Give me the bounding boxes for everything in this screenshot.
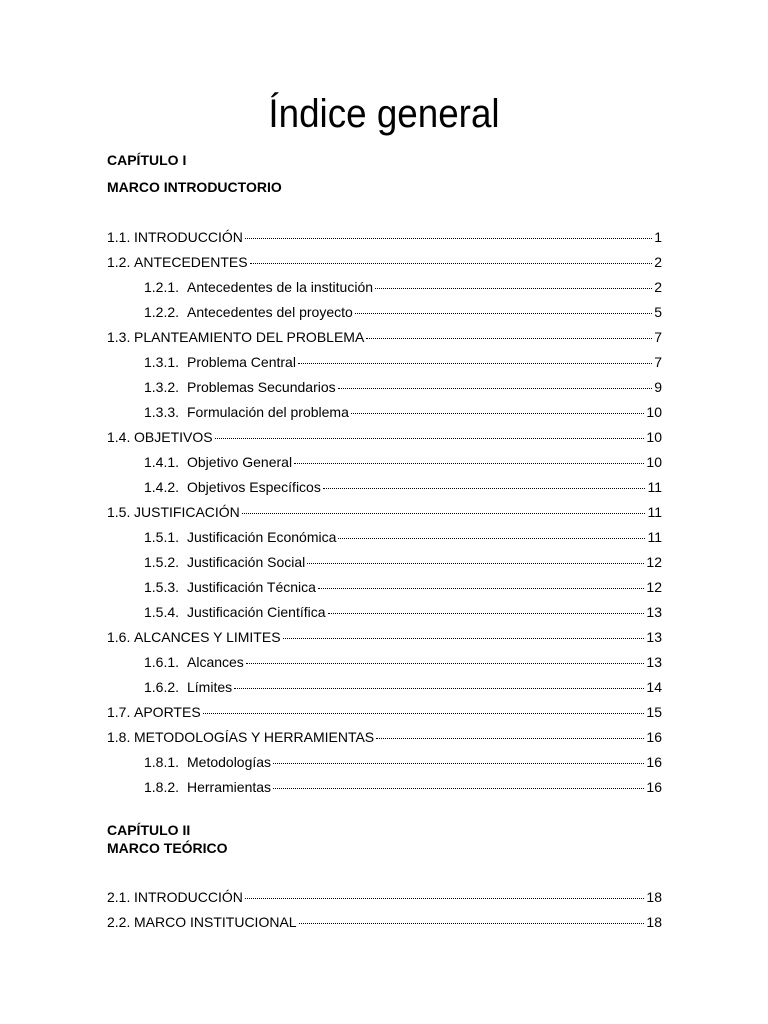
toc-entry-number: 1.4. [107, 429, 131, 445]
toc-entry[interactable] [107, 600, 662, 625]
toc-entry-label: JUSTIFICACIÓN [134, 504, 240, 520]
chapter-1-heading: CAPÍTULO I [107, 152, 187, 168]
toc-entry-page: 18 [646, 914, 662, 930]
toc-entry-number: 1.8.2. [144, 779, 180, 795]
toc-entry[interactable] [107, 725, 662, 750]
dot-leader [376, 737, 644, 739]
toc-entry[interactable] [107, 450, 662, 475]
toc-entry-page: 11 [647, 529, 662, 545]
dot-leader [215, 437, 645, 439]
dot-leader [351, 412, 645, 414]
dot-leader [283, 637, 645, 639]
toc-entry-page: 10 [646, 454, 662, 470]
toc-entry-label: ALCANCES Y LIMITES [134, 629, 281, 645]
toc-entry-label: Justificación Científica [187, 604, 326, 620]
dot-leader [323, 487, 646, 489]
toc-entry-number: 1.7. [107, 704, 131, 720]
toc-entry-label: Objetivo General [187, 454, 293, 470]
toc-entry-number: 1.8. [107, 729, 131, 745]
dot-leader [245, 897, 645, 899]
toc-entry-number: 1.2.2. [144, 304, 180, 320]
dot-leader [366, 337, 652, 339]
toc-entry-page: 16 [646, 729, 662, 745]
chapter-2-heading: CAPÍTULO II [107, 822, 191, 838]
toc-entry[interactable] [107, 750, 662, 775]
toc-entry-label: Herramientas [187, 779, 272, 795]
toc-entry[interactable] [107, 225, 662, 250]
toc-entry-number: 1.4.2. [144, 479, 180, 495]
dot-leader [338, 387, 652, 389]
dot-leader [338, 537, 645, 539]
dot-leader [245, 237, 652, 239]
toc-entry-page: 13 [646, 654, 662, 670]
toc-entry-page: 14 [646, 679, 662, 695]
toc-entry-label: Objetivos Específicos [187, 479, 321, 495]
toc-entry-number: 1.2. [107, 254, 131, 270]
toc-entry-label: Justificación Económica [187, 529, 337, 545]
toc-entry-number: 1.3.1. [144, 354, 180, 370]
toc-entry[interactable] [107, 250, 662, 275]
dot-leader [273, 762, 644, 764]
toc-entry-number: 1.5.1. [144, 529, 180, 545]
dot-leader [250, 262, 652, 264]
toc-entry-number: 1.8.1. [144, 754, 180, 770]
toc-entry-label: Formulación del problema [187, 404, 349, 420]
toc-entry-label: MARCO INSTITUCIONAL [134, 914, 297, 930]
toc-entry[interactable] [107, 325, 662, 350]
toc-entry[interactable] [107, 575, 662, 600]
toc-entry-page: 11 [647, 504, 662, 520]
toc-entry-number: 1.5.4. [144, 604, 180, 620]
toc-entry-label: APORTES [134, 704, 201, 720]
toc-entry-page: 16 [646, 754, 662, 770]
toc-entry-label: ANTECEDENTES [134, 254, 248, 270]
dot-leader [203, 712, 645, 714]
toc-entry-number: 1.2.1. [144, 279, 180, 295]
dot-leader [273, 787, 644, 789]
toc-entry-page: 9 [654, 379, 662, 395]
toc-entry-label: Antecedentes de la institución [187, 279, 374, 295]
chapter-2-subheading: MARCO TEÓRICO [107, 840, 228, 856]
toc-entry-number: 1.6.1. [144, 654, 180, 670]
dot-leader [375, 287, 652, 289]
toc-entry-label: Problema Central [187, 354, 296, 370]
toc-entry[interactable] [107, 275, 662, 300]
toc-entry-page: 5 [654, 304, 662, 320]
toc-entry-label: PLANTEAMIENTO DEL PROBLEMA [134, 329, 365, 345]
toc-entry[interactable] [107, 650, 662, 675]
toc-entry[interactable] [107, 700, 662, 725]
toc-entry[interactable] [107, 400, 662, 425]
dot-leader [294, 462, 644, 464]
toc-entry-label: INTRODUCCIÓN [134, 229, 243, 245]
toc-entry[interactable] [107, 775, 662, 800]
toc-entry-page: 12 [646, 579, 662, 595]
toc-chapter-2 [107, 885, 662, 935]
dot-leader [299, 922, 645, 924]
toc-entry-page: 16 [646, 779, 662, 795]
toc-entry-number: 1.6.2. [144, 679, 180, 695]
toc-entry-label: Metodologías [187, 754, 272, 770]
toc-entry-page: 18 [646, 889, 662, 905]
toc-entry-label: Límites [187, 679, 233, 695]
toc-entry-number: 1.3.2. [144, 379, 180, 395]
chapter-1-subheading: MARCO INTRODUCTORIO [107, 179, 282, 195]
toc-entry-page: 2 [654, 279, 662, 295]
toc-entry-number: 1.5. [107, 504, 131, 520]
toc-entry[interactable] [107, 910, 662, 935]
toc-entry-label: INTRODUCCIÓN [134, 889, 243, 905]
toc-entry-number: 2.2. [107, 914, 131, 930]
toc-entry-page: 13 [646, 629, 662, 645]
toc-entry-label: Alcances [187, 654, 244, 670]
toc-entry-number: 1.4.1. [144, 454, 180, 470]
toc-entry-label: Antecedentes del proyecto [187, 304, 353, 320]
toc-entry-page: 1 [654, 229, 662, 245]
toc-entry[interactable] [107, 425, 662, 450]
toc-entry-label: Justificación Técnica [187, 579, 316, 595]
toc-entry-number: 1.3. [107, 329, 131, 345]
toc-entry[interactable] [107, 350, 662, 375]
toc-entry-number: 1.5.2. [144, 554, 180, 570]
toc-entry-number: 1.3.3. [144, 404, 180, 420]
dot-leader [242, 512, 646, 514]
toc-entry-page: 13 [646, 604, 662, 620]
toc-entry-number: 1.6. [107, 629, 131, 645]
toc-entry-number: 1.1. [107, 229, 131, 245]
toc-entry[interactable] [107, 500, 662, 525]
page-title: Índice general [268, 92, 500, 136]
toc-entry[interactable] [107, 625, 662, 650]
dot-leader [298, 362, 652, 364]
toc-entry-number: 2.1. [107, 889, 131, 905]
toc-entry[interactable] [107, 885, 662, 910]
dot-leader [355, 312, 652, 314]
toc-entry-label: Problemas Secundarios [187, 379, 336, 395]
toc-entry-label: Justificación Social [187, 554, 306, 570]
toc-entry-label: OBJETIVOS [134, 429, 213, 445]
toc-entry[interactable] [107, 675, 662, 700]
toc-entry-page: 15 [646, 704, 662, 720]
toc-entry[interactable] [107, 525, 662, 550]
dot-leader [307, 562, 644, 564]
toc-entry-page: 10 [646, 429, 662, 445]
dot-leader [318, 587, 645, 589]
dot-leader [234, 687, 644, 689]
toc-entry[interactable] [107, 300, 662, 325]
toc-entry-page: 2 [654, 254, 662, 270]
toc-entry-number: 1.5.3. [144, 579, 180, 595]
toc-entry-page: 7 [654, 329, 662, 345]
toc-chapter-1 [107, 225, 662, 800]
toc-entry[interactable] [107, 375, 662, 400]
dot-leader [328, 612, 645, 614]
dot-leader [246, 662, 645, 664]
toc-entry-label: METODOLOGÍAS Y HERRAMIENTAS [134, 729, 375, 745]
toc-entry[interactable] [107, 475, 662, 500]
toc-entry-page: 7 [654, 354, 662, 370]
toc-entry-page: 10 [646, 404, 662, 420]
toc-entry[interactable] [107, 550, 662, 575]
toc-entry-page: 11 [647, 479, 662, 495]
toc-entry-page: 12 [646, 554, 662, 570]
